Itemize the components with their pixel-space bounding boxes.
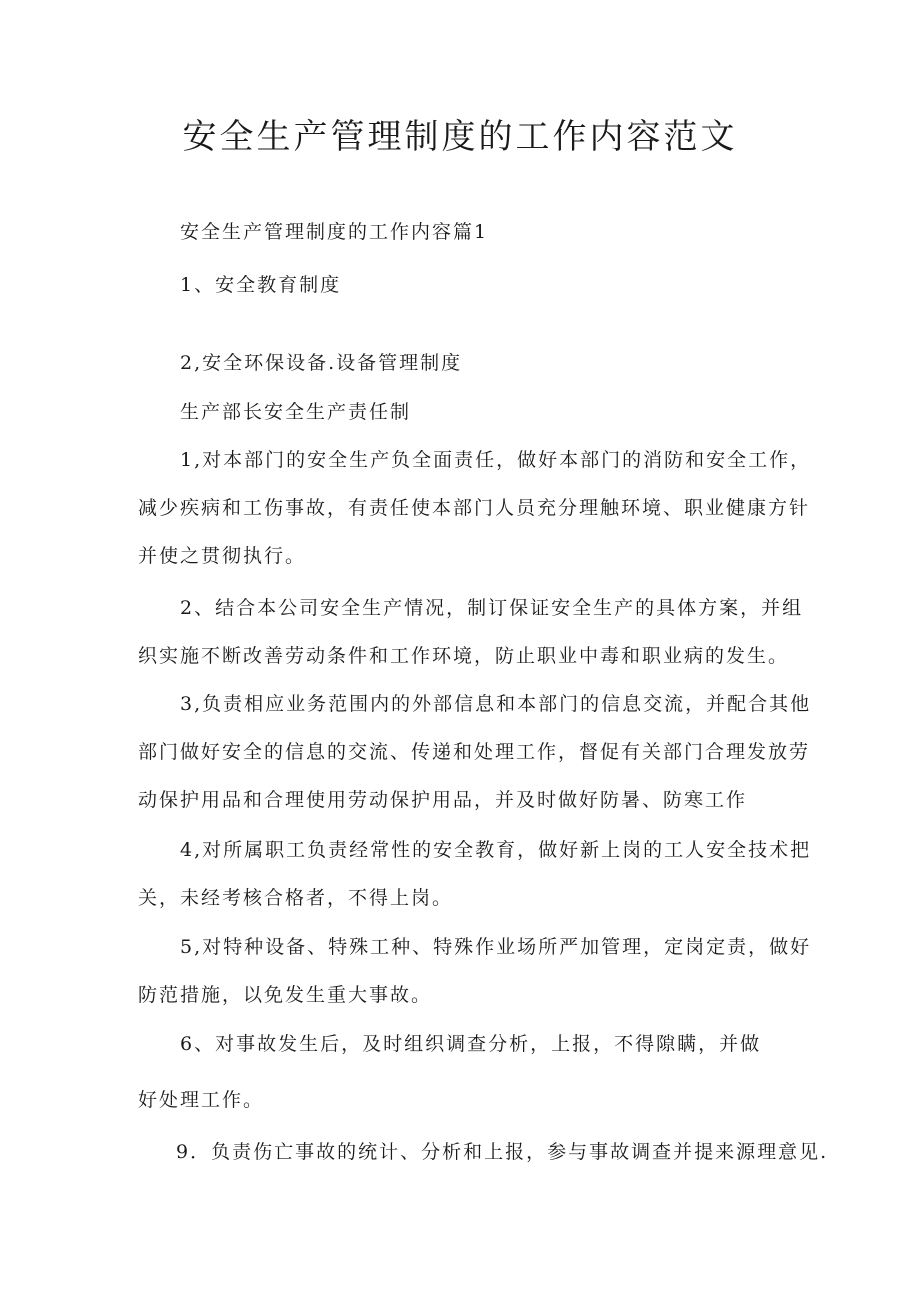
- document-title: 安全生产管理制度的工作内容范文: [182, 117, 738, 157]
- section-heading: 安全生产管理制度的工作内容篇1: [180, 221, 489, 243]
- paragraph-1-line-3: 并使之贯彻执行。: [138, 545, 307, 567]
- paragraph-6-line-1: 6、对事故发生后，及时组织调查分析，上报，不得隙瞒，并做: [180, 1033, 762, 1055]
- paragraph-4-line-2: 关，未经考核合格者，不得上岗。: [138, 887, 454, 909]
- paragraph-6-line-2: 好处理工作。: [138, 1089, 265, 1111]
- paragraph-3-line-3: 动保护用品和合理使用劳动保护用品，并及时做好防暑、防寒工作: [138, 789, 748, 811]
- sub-heading: 生产部长安全生产责任制: [180, 401, 412, 423]
- paragraph-3-line-2: 部门做好安全的信息的交流、传递和处理工作，督促有关部门合理发放劳: [138, 741, 811, 763]
- paragraph-4-line-1: 4,对所属职工负责经常性的安全教育，做好新上岗的工人安全技术把: [180, 839, 812, 861]
- paragraph-2-line-1: 2、结合本公司安全生产情况，制订保证安全生产的具体方案，并组: [180, 597, 804, 619]
- paragraph-1-line-1: 1,对本部门的安全生产负全面责任，做好本部门的消防和安全工作，: [180, 449, 812, 471]
- list-item-1: 1、安全教育制度: [180, 274, 342, 296]
- paragraph-3-line-1: 3,负责相应业务范围内的外部信息和本部门的信息交流，并配合其他: [180, 693, 812, 715]
- paragraph-9-line-1: 9．负责伤亡事故的统计、分析和上报，参与事故调查并提来源理意见.: [176, 1141, 829, 1163]
- list-item-2: 2,安全环保设备.设备管理制度: [180, 352, 463, 374]
- paragraph-1-line-2: 减少疾病和工伤事故，有责任使本部门人员充分理触环境、职业健康方针: [138, 497, 811, 519]
- paragraph-5-line-2: 防范措施，以免发生重大事故。: [138, 984, 433, 1006]
- paragraph-5-line-1: 5,对特种设备、特殊工种、特殊作业场所严加管理，定岗定责，做好: [180, 936, 812, 958]
- paragraph-2-line-2: 织实施不断改善劳动条件和工作环境，防止职业中毒和职业病的发生。: [138, 645, 790, 667]
